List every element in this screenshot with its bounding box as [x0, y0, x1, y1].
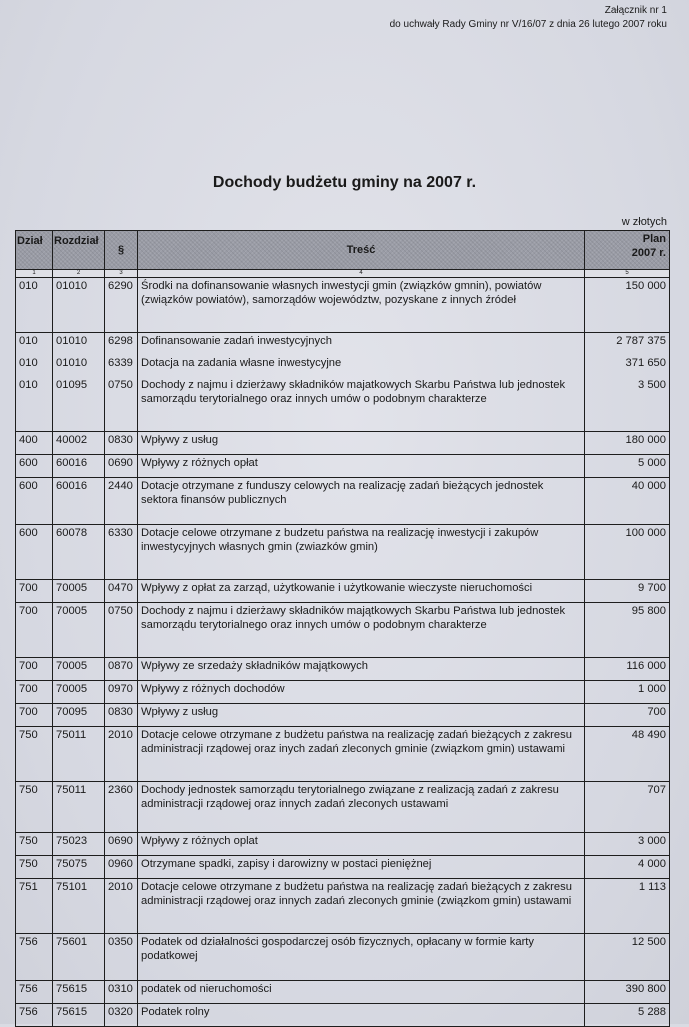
cell-par: 0320	[105, 1004, 138, 1027]
table-row	[16, 981, 670, 1004]
table-row	[16, 934, 670, 981]
cell-rozdzial: 75011	[53, 727, 105, 782]
cell-tresc: Dotacje celowe otrzymane z budżetu państwa na realizację zadań bieżących z zakresu administracji rządowej oraz innych zadań zleconych gminie (związkom gmin) ustawami	[138, 879, 585, 934]
cell-par: 0830	[105, 704, 138, 727]
cell-tresc: Środki na dofinansowanie własnych inwestycji gmin (związków gmnin), powiatów (związków powiatów), samorządów województw, pozyskane z innych źródeł	[138, 278, 585, 333]
cell-dzial: 010	[16, 355, 53, 377]
cell-dzial: 010	[16, 278, 53, 333]
cell-dzial: 756	[16, 1004, 53, 1027]
cell-plan: 9 700	[585, 580, 670, 603]
column-header-tresc: Treść	[138, 231, 585, 270]
cell-par: 0750	[105, 603, 138, 658]
cell-plan: 371 650	[585, 355, 670, 377]
table-row	[16, 455, 670, 478]
table-row	[16, 432, 670, 455]
cell-tresc: Wpływy ze srzedaży składników majątkowych	[138, 658, 585, 681]
cell-tresc: Dotacje otrzymane z funduszy celowych na realizację zadań bieżących jednostek sektora finansów publicznych	[138, 478, 585, 525]
cell-plan: 1 000	[585, 681, 670, 704]
cell-tresc: Dotacje celowe otrzymane z budzetu państwa na realizację inwestycji i zakupów inwestycyjnych własnych gmin (zwiazków gmin)	[138, 525, 585, 580]
cell-dzial: 700	[16, 681, 53, 704]
cell-tresc: Wpływy z opłat za zarząd, użytkowanie i użytkowanie wieczyste nieruchomości	[138, 580, 585, 603]
units-label: w złotych	[621, 216, 667, 228]
column-header-plan	[585, 231, 670, 270]
table-body	[16, 278, 670, 1027]
cell-dzial: 700	[16, 580, 53, 603]
cell-rozdzial: 01010	[53, 278, 105, 333]
cell-par: 0830	[105, 432, 138, 455]
cell-rozdzial: 70005	[53, 603, 105, 658]
cell-rozdzial: 40002	[53, 432, 105, 455]
cell-par: 0970	[105, 681, 138, 704]
cell-plan: 3 500	[585, 377, 670, 432]
cell-tresc: Dotacje celowe otrzymane z budżetu państwa na realizację zadań bieżących z zakresu administracji rządowej oraz inych zadań zleconych gminie (związkom gmin) ustawami	[138, 727, 585, 782]
cell-rozdzial: 70095	[53, 704, 105, 727]
cell-dzial: 600	[16, 455, 53, 478]
cell-dzial: 750	[16, 727, 53, 782]
table-row	[16, 525, 670, 580]
table-row	[16, 580, 670, 603]
column-header-plan-line2: 2007 r.	[631, 247, 666, 259]
cell-plan: 707	[585, 782, 670, 833]
column-index: 3	[105, 270, 138, 278]
cell-tresc: Wpływy z różnych opłat	[138, 455, 585, 478]
cell-rozdzial: 60078	[53, 525, 105, 580]
column-index: 4	[138, 270, 585, 278]
cell-dzial: 750	[16, 833, 53, 856]
cell-plan: 100 000	[585, 525, 670, 580]
table-row	[16, 333, 670, 356]
table-row	[16, 377, 670, 432]
resolution-reference: do uchwały Rady Gminy nr V/16/07 z dnia 26 lutego 2007 roku	[389, 19, 667, 30]
cell-tresc: Podatek od działalności gospodarczej osób fizycznych, opłacany w formie karty podatkowej	[138, 934, 585, 981]
cell-dzial: 700	[16, 704, 53, 727]
cell-tresc: Wpływy z usług	[138, 432, 585, 455]
table-row	[16, 478, 670, 525]
cell-par: 0310	[105, 981, 138, 1004]
cell-tresc: Dotacja na zadania własne inwestycyjne	[138, 355, 585, 377]
cell-par: 0870	[105, 658, 138, 681]
cell-par: 2010	[105, 879, 138, 934]
cell-plan: 150 000	[585, 278, 670, 333]
table-row	[16, 278, 670, 333]
cell-par: 6339	[105, 355, 138, 377]
column-header-plan-line1: Plan	[642, 233, 666, 245]
table-row	[16, 879, 670, 934]
cell-tresc: Podatek rolny	[138, 1004, 585, 1027]
cell-rozdzial: 01010	[53, 333, 105, 356]
cell-tresc: Dochody jednostek samorządu terytorialnego związane z realizacją zadań z zakresu administracji rządowej oraz innych zadań zleconych ustawami	[138, 782, 585, 833]
table-row	[16, 782, 670, 833]
column-index: 2	[53, 270, 105, 278]
cell-tresc: Dochody z najmu i dzierżawy składników majątkowych Skarbu Państwa lub jednostek samorządu terytorialnego oraz innych umów o podobnym charakterze	[138, 603, 585, 658]
cell-par: 6298	[105, 333, 138, 356]
cell-plan: 2 787 375	[585, 333, 670, 356]
cell-plan: 95 800	[585, 603, 670, 658]
table-row	[16, 727, 670, 782]
cell-par: 0470	[105, 580, 138, 603]
cell-plan: 3 000	[585, 833, 670, 856]
cell-rozdzial: 75615	[53, 1004, 105, 1027]
cell-plan: 12 500	[585, 934, 670, 981]
cell-par: 0960	[105, 856, 138, 879]
cell-plan: 116 000	[585, 658, 670, 681]
cell-rozdzial: 60016	[53, 478, 105, 525]
cell-dzial: 700	[16, 658, 53, 681]
cell-par: 6290	[105, 278, 138, 333]
cell-par: 2440	[105, 478, 138, 525]
cell-par: 6330	[105, 525, 138, 580]
table-header-row	[16, 231, 670, 270]
cell-par: 0690	[105, 833, 138, 856]
attachment-label: Załącznik nr 1	[604, 5, 667, 16]
cell-rozdzial: 75023	[53, 833, 105, 856]
cell-tresc: Dofinansowanie zadań inwestycyjnych	[138, 333, 585, 356]
cell-dzial: 751	[16, 879, 53, 934]
table-row	[16, 1004, 670, 1027]
cell-rozdzial: 70005	[53, 681, 105, 704]
column-header-dzial: Dział	[16, 231, 53, 270]
budget-income-table	[15, 230, 670, 1027]
cell-par: 0690	[105, 455, 138, 478]
cell-dzial: 750	[16, 782, 53, 833]
cell-plan: 5 000	[585, 455, 670, 478]
column-index: 5	[585, 270, 670, 278]
column-index: 1	[16, 270, 53, 278]
cell-rozdzial: 75601	[53, 934, 105, 981]
table-row	[16, 681, 670, 704]
table-row	[16, 833, 670, 856]
cell-plan: 390 800	[585, 981, 670, 1004]
cell-plan: 5 288	[585, 1004, 670, 1027]
cell-par: 0350	[105, 934, 138, 981]
table-row	[16, 658, 670, 681]
cell-rozdzial: 01095	[53, 377, 105, 432]
table-row	[16, 603, 670, 658]
cell-dzial: 756	[16, 934, 53, 981]
column-header-paragraph: §	[105, 231, 138, 270]
cell-rozdzial: 70005	[53, 580, 105, 603]
cell-rozdzial: 75615	[53, 981, 105, 1004]
cell-rozdzial: 01010	[53, 355, 105, 377]
cell-dzial: 010	[16, 377, 53, 432]
cell-rozdzial: 70005	[53, 658, 105, 681]
cell-par: 2010	[105, 727, 138, 782]
cell-plan: 180 000	[585, 432, 670, 455]
cell-plan: 40 000	[585, 478, 670, 525]
cell-plan: 700	[585, 704, 670, 727]
document-title: Dochody budżetu gminy na 2007 r.	[212, 174, 477, 191]
cell-tresc: Otrzymane spadki, zapisy i darowizny w postaci pieniężnej	[138, 856, 585, 879]
table-row	[16, 355, 670, 377]
table-row	[16, 704, 670, 727]
cell-rozdzial: 75011	[53, 782, 105, 833]
cell-tresc: Dochody z najmu i dzierżawy składników majatkowych Skarbu Państwa lub jednostek samorządu terytorialnego oraz innych umów o podobnym charakterze	[138, 377, 585, 432]
cell-dzial: 600	[16, 525, 53, 580]
cell-dzial: 750	[16, 856, 53, 879]
table-row	[16, 856, 670, 879]
cell-par: 2360	[105, 782, 138, 833]
cell-rozdzial: 60016	[53, 455, 105, 478]
cell-dzial: 400	[16, 432, 53, 455]
cell-dzial: 600	[16, 478, 53, 525]
cell-tresc: Wpływy z usług	[138, 704, 585, 727]
cell-tresc: Wpływy z różnych dochodów	[138, 681, 585, 704]
cell-rozdzial: 75075	[53, 856, 105, 879]
cell-tresc: podatek od nieruchomości	[138, 981, 585, 1004]
cell-plan: 4 000	[585, 856, 670, 879]
cell-tresc: Wpływy z różnych oplat	[138, 833, 585, 856]
cell-dzial: 756	[16, 981, 53, 1004]
cell-plan: 48 490	[585, 727, 670, 782]
cell-rozdzial: 75101	[53, 879, 105, 934]
cell-dzial: 010	[16, 333, 53, 356]
column-header-rozdzial: Rozdział	[53, 231, 105, 270]
cell-dzial: 700	[16, 603, 53, 658]
cell-plan: 1 113	[585, 879, 670, 934]
cell-par: 0750	[105, 377, 138, 432]
column-index-row	[16, 270, 670, 278]
